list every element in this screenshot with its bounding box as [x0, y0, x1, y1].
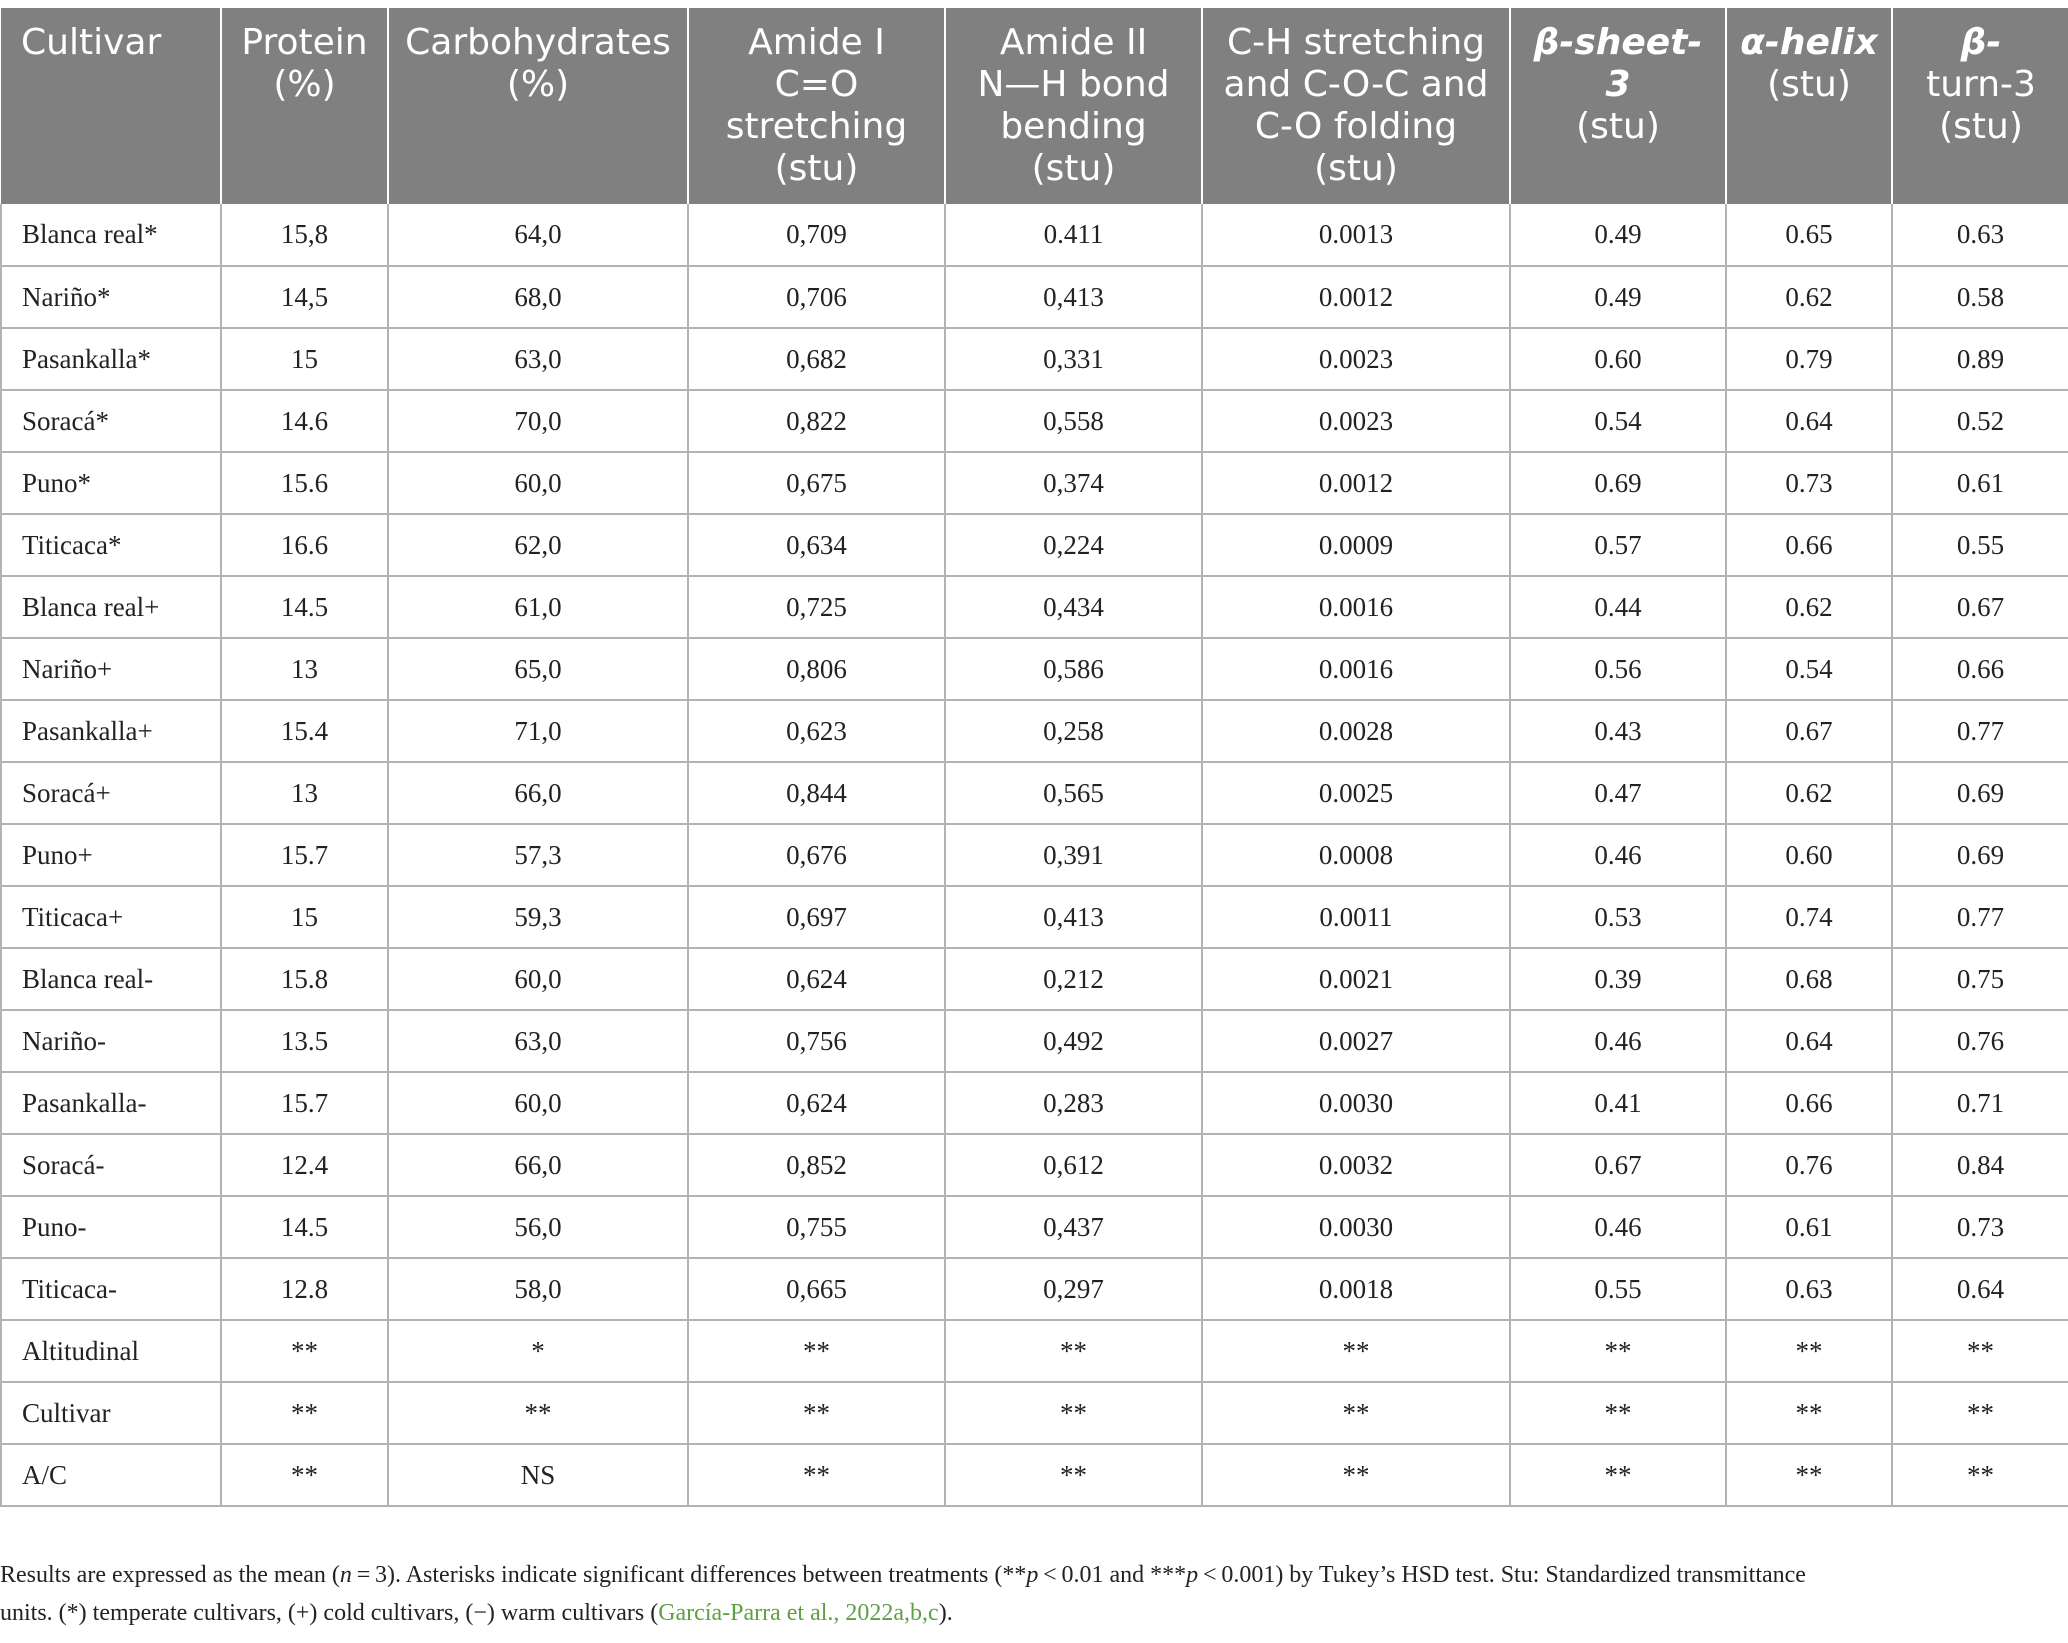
table-cell: 0.61 [1892, 452, 2068, 514]
table-cell: 0.62 [1726, 576, 1892, 638]
footnote-text: units. (*) temperate cultivars, (+) cold cultivars, (−) warm cultivars ( [0, 1600, 659, 1626]
table-cell: 13.5 [221, 1010, 388, 1072]
column-header-line: (%) [506, 64, 570, 105]
table-cell: 0,586 [945, 638, 1202, 700]
row-label-cell: Soracá* [1, 390, 221, 452]
table-cell: 59,3 [388, 886, 688, 948]
table-cell: 0.73 [1892, 1196, 2068, 1258]
table-row [1, 1072, 2068, 1134]
table-cell: 0.0009 [1202, 514, 1510, 576]
column-header-line: bending [1000, 106, 1147, 147]
table-cell: 60,0 [388, 1072, 688, 1134]
table-cell: 0.62 [1726, 266, 1892, 328]
table-cell: 0.65 [1726, 204, 1892, 266]
table-cell: 0,665 [688, 1258, 945, 1320]
table-cell: 15 [221, 886, 388, 948]
column-header-line: (stu) [1031, 148, 1116, 189]
table-cell: 13 [221, 762, 388, 824]
table-cell: 60,0 [388, 948, 688, 1010]
table-cell: 0.0008 [1202, 824, 1510, 886]
table-cell: 0.0012 [1202, 266, 1510, 328]
table-cell: 0,434 [945, 576, 1202, 638]
row-label-cell: Puno* [1, 452, 221, 514]
table-cell: ** [945, 1382, 1202, 1444]
table-cell: 0.76 [1892, 1010, 2068, 1072]
table-cell: 0,565 [945, 762, 1202, 824]
column-header-line: Protein [241, 22, 368, 63]
table-cell: 71,0 [388, 700, 688, 762]
row-label-cell: A/C [1, 1444, 221, 1506]
table-cell: 0.56 [1510, 638, 1726, 700]
table-cell: 15,8 [221, 204, 388, 266]
table-cell: ** [945, 1320, 1202, 1382]
table-row [1, 328, 2068, 390]
table-cell: ** [1510, 1382, 1726, 1444]
column-header-line: β-sheet-3 [1533, 22, 1703, 105]
table-cell: 0.49 [1510, 204, 1726, 266]
column-header-line: C=O [774, 64, 859, 105]
results-table-container [0, 8, 2068, 1507]
footnote-var-n: n [339, 1562, 352, 1588]
table-cell: 58,0 [388, 1258, 688, 1320]
table-cell: 63,0 [388, 328, 688, 390]
citation-link[interactable]: García-Parra et al., 2022a,b,c [658, 1600, 939, 1626]
table-cell: ** [1510, 1444, 1726, 1506]
column-header-line: (stu) [774, 148, 859, 189]
table-cell: 0.54 [1726, 638, 1892, 700]
footnote-var-p: p [1186, 1562, 1199, 1588]
table-body [1, 204, 2068, 1506]
table-cell: 0,224 [945, 514, 1202, 576]
table-cell: 0,709 [688, 204, 945, 266]
table-cell: 0.67 [1510, 1134, 1726, 1196]
table-cell: ** [1510, 1320, 1726, 1382]
row-label-cell: Pasankalla+ [1, 700, 221, 762]
table-cell: 13 [221, 638, 388, 700]
table-cell: 0.57 [1510, 514, 1726, 576]
table-cell: 0.76 [1726, 1134, 1892, 1196]
table-cell: ** [1892, 1382, 2068, 1444]
table-cell: ** [1202, 1444, 1510, 1506]
table-cell: 12.8 [221, 1258, 388, 1320]
table-cell: ** [221, 1444, 388, 1506]
table-cell: 0,806 [688, 638, 945, 700]
column-header-line: stretching [725, 106, 908, 147]
table-cell: 0.79 [1726, 328, 1892, 390]
table-row [1, 1134, 2068, 1196]
column-header [221, 8, 388, 204]
column-header-line: Amide I [748, 22, 885, 63]
table-row [1, 390, 2068, 452]
table-cell: 0,756 [688, 1010, 945, 1072]
column-header [1510, 8, 1726, 204]
table-cell: 0.0021 [1202, 948, 1510, 1010]
table-cell: 63,0 [388, 1010, 688, 1072]
table-row [1, 1196, 2068, 1258]
table-row [1, 638, 2068, 700]
column-header [388, 8, 688, 204]
table-cell: 0,391 [945, 824, 1202, 886]
table-cell: 0.60 [1726, 824, 1892, 886]
column-header-line: Carbohydrates [405, 22, 671, 63]
table-cell: 0.46 [1510, 824, 1726, 886]
row-label-cell: Blanca real+ [1, 576, 221, 638]
table-cell: 0.66 [1726, 514, 1892, 576]
table-cell: ** [1892, 1444, 2068, 1506]
column-header [1, 8, 221, 204]
column-header-line: (%) [273, 64, 336, 105]
table-cell: 0.0023 [1202, 390, 1510, 452]
table-cell: 0.44 [1510, 576, 1726, 638]
table-cell: 0.75 [1892, 948, 2068, 1010]
table-header [1, 8, 2068, 204]
table-cell: 0.49 [1510, 266, 1726, 328]
table-cell: 0.55 [1892, 514, 2068, 576]
table-cell: 0.0011 [1202, 886, 1510, 948]
table-cell: 15.7 [221, 824, 388, 886]
table-cell: 68,0 [388, 266, 688, 328]
column-header-line: β- [1960, 22, 2002, 63]
table-cell: 0.0030 [1202, 1072, 1510, 1134]
table-cell: 14.5 [221, 576, 388, 638]
table-cell: 0.53 [1510, 886, 1726, 948]
column-header [1892, 8, 2068, 204]
table-cell: 0,437 [945, 1196, 1202, 1258]
table-row [1, 1320, 2068, 1382]
table-cell: 0,706 [688, 266, 945, 328]
table-cell: 57,3 [388, 824, 688, 886]
table-cell: 0,374 [945, 452, 1202, 514]
table-cell: 0,697 [688, 886, 945, 948]
table-cell: 0.41 [1510, 1072, 1726, 1134]
column-header-line: C-H stretching [1226, 22, 1486, 63]
table-cell: 15.7 [221, 1072, 388, 1134]
column-header-line: (stu) [1576, 106, 1660, 147]
table-cell: 15.4 [221, 700, 388, 762]
table-cell: 0.77 [1892, 886, 2068, 948]
table-row [1, 1444, 2068, 1506]
table-cell: 0.64 [1726, 390, 1892, 452]
table-cell: 0.54 [1510, 390, 1726, 452]
table-cell: ** [221, 1382, 388, 1444]
table-footnote [0, 1556, 2060, 1632]
column-header-line: (stu) [1939, 106, 2023, 147]
row-label-cell: Pasankalla- [1, 1072, 221, 1134]
table-cell: 14,5 [221, 266, 388, 328]
column-header [688, 8, 945, 204]
table-cell: 0.71 [1892, 1072, 2068, 1134]
table-cell: 0.0030 [1202, 1196, 1510, 1258]
table-cell: 0,624 [688, 1072, 945, 1134]
table-cell: 0,612 [945, 1134, 1202, 1196]
table-cell: 0.66 [1892, 638, 2068, 700]
row-label-cell: Cultivar [1, 1382, 221, 1444]
table-cell: 0.0032 [1202, 1134, 1510, 1196]
table-cell: 66,0 [388, 1134, 688, 1196]
table-cell: 12.4 [221, 1134, 388, 1196]
table-cell: 64,0 [388, 204, 688, 266]
table-cell: 0.74 [1726, 886, 1892, 948]
table-cell: 14.6 [221, 390, 388, 452]
footnote-text: ). [938, 1600, 953, 1626]
table-cell: 0.69 [1510, 452, 1726, 514]
row-label-cell: Altitudinal [1, 1320, 221, 1382]
table-cell: 0,297 [945, 1258, 1202, 1320]
table-cell: 0.73 [1726, 452, 1892, 514]
footnote-text: Results are expressed as the mean ( [0, 1562, 340, 1588]
table-cell: 0.61 [1726, 1196, 1892, 1258]
table-cell: 14.5 [221, 1196, 388, 1258]
table-cell: ** [221, 1320, 388, 1382]
column-header-line: α-helix [1740, 22, 1878, 63]
row-label-cell: Blanca real- [1, 948, 221, 1010]
table-cell: 0.69 [1892, 762, 2068, 824]
table-cell: 0.62 [1726, 762, 1892, 824]
row-label-cell: Pasankalla* [1, 328, 221, 390]
table-cell: ** [688, 1320, 945, 1382]
table-cell: 0.55 [1510, 1258, 1726, 1320]
table-row [1, 576, 2068, 638]
column-header [1202, 8, 1510, 204]
table-cell: 0.68 [1726, 948, 1892, 1010]
column-header-line: C-O folding [1254, 106, 1458, 147]
column-header-line: (stu) [1767, 64, 1851, 105]
table-row [1, 452, 2068, 514]
column-header [945, 8, 1202, 204]
table-cell: 0.69 [1892, 824, 2068, 886]
table-cell: 0.84 [1892, 1134, 2068, 1196]
footnote-text: = 3). Asterisks indicate significant differences between treatments (** [351, 1562, 1027, 1588]
table-cell: 0.0016 [1202, 576, 1510, 638]
table-cell: 0,755 [688, 1196, 945, 1258]
table-cell: 0,212 [945, 948, 1202, 1010]
table-cell: 0.0016 [1202, 638, 1510, 700]
table-cell: 65,0 [388, 638, 688, 700]
table-cell: 0.0028 [1202, 700, 1510, 762]
table-row [1, 948, 2068, 1010]
table-cell: ** [1202, 1382, 1510, 1444]
table-cell: 61,0 [388, 576, 688, 638]
footnote-var-p: p [1026, 1562, 1039, 1588]
table-row [1, 762, 2068, 824]
table-cell: 15.6 [221, 452, 388, 514]
table-cell: 16.6 [221, 514, 388, 576]
table-cell: 0.60 [1510, 328, 1726, 390]
table-cell: ** [1892, 1320, 2068, 1382]
table-cell: 66,0 [388, 762, 688, 824]
row-label-cell: Puno+ [1, 824, 221, 886]
footnote-line-1 [0, 1556, 2060, 1594]
table-cell: 0,634 [688, 514, 945, 576]
table-cell: 0,822 [688, 390, 945, 452]
table-row [1, 700, 2068, 762]
table-row [1, 514, 2068, 576]
table-cell: 0.66 [1726, 1072, 1892, 1134]
table-cell: 0,852 [688, 1134, 945, 1196]
table-cell: 0,331 [945, 328, 1202, 390]
table-cell: 0.0025 [1202, 762, 1510, 824]
table-cell: 70,0 [388, 390, 688, 452]
table-cell: 15.8 [221, 948, 388, 1010]
row-label-cell: Titicaca+ [1, 886, 221, 948]
row-label-cell: Soracá- [1, 1134, 221, 1196]
results-table [0, 8, 2068, 1507]
table-cell: 0.67 [1892, 576, 2068, 638]
row-label-cell: Soracá+ [1, 762, 221, 824]
table-cell: ** [688, 1444, 945, 1506]
table-cell: 0.52 [1892, 390, 2068, 452]
row-label-cell: Titicaca* [1, 514, 221, 576]
footnote-text: < 0.001) by Tukey’s HSD test. Stu: Standardized transmittance [1198, 1562, 1806, 1588]
table-cell: 0.43 [1510, 700, 1726, 762]
table-cell: 0,676 [688, 824, 945, 886]
table-cell: 0,558 [945, 390, 1202, 452]
table-cell: 0.63 [1726, 1258, 1892, 1320]
table-cell: 0.64 [1726, 1010, 1892, 1072]
table-row [1, 1258, 2068, 1320]
table-cell: 0.46 [1510, 1010, 1726, 1072]
table-cell: 0,682 [688, 328, 945, 390]
table-cell: ** [1726, 1444, 1892, 1506]
table-cell: 0.89 [1892, 328, 2068, 390]
table-cell: ** [1726, 1320, 1892, 1382]
table-cell: 0,725 [688, 576, 945, 638]
row-label-cell: Puno- [1, 1196, 221, 1258]
table-cell: 0,492 [945, 1010, 1202, 1072]
column-header [1726, 8, 1892, 204]
table-cell: ** [945, 1444, 1202, 1506]
table-cell: 0,413 [945, 886, 1202, 948]
table-cell: 0.39 [1510, 948, 1726, 1010]
column-header-line: (stu) [1314, 148, 1398, 189]
table-cell: 0.58 [1892, 266, 2068, 328]
table-cell: 60,0 [388, 452, 688, 514]
table-cell: ** [688, 1382, 945, 1444]
table-cell: 0,624 [688, 948, 945, 1010]
table-row [1, 266, 2068, 328]
row-label-cell: Nariño- [1, 1010, 221, 1072]
table-cell: 0.411 [945, 204, 1202, 266]
column-header-line: Amide II [999, 22, 1148, 63]
table-cell: 62,0 [388, 514, 688, 576]
table-cell: 0.47 [1510, 762, 1726, 824]
table-cell: 0,413 [945, 266, 1202, 328]
table-cell: 56,0 [388, 1196, 688, 1258]
table-cell: 0.0018 [1202, 1258, 1510, 1320]
table-cell: ** [1726, 1382, 1892, 1444]
table-cell: 0,623 [688, 700, 945, 762]
table-cell: 0.63 [1892, 204, 2068, 266]
footnote-line-2 [0, 1594, 2060, 1632]
table-row [1, 1010, 2068, 1072]
table-cell: 0.67 [1726, 700, 1892, 762]
table-cell: 0.0023 [1202, 328, 1510, 390]
column-header-line: turn-3 [1926, 64, 2036, 105]
row-label-cell: Titicaca- [1, 1258, 221, 1320]
table-cell: 0.77 [1892, 700, 2068, 762]
table-row [1, 886, 2068, 948]
table-cell: 0.46 [1510, 1196, 1726, 1258]
row-label-cell: Blanca real* [1, 204, 221, 266]
row-label-cell: Nariño* [1, 266, 221, 328]
table-row [1, 824, 2068, 886]
column-header-line: and C-O-C and [1223, 64, 1489, 105]
table-cell: 15 [221, 328, 388, 390]
header-row [1, 8, 2068, 204]
table-cell: * [388, 1320, 688, 1382]
table-cell: ** [388, 1382, 688, 1444]
footnote-text: < 0.01 and *** [1038, 1562, 1187, 1588]
table-cell: 0.0012 [1202, 452, 1510, 514]
table-cell: NS [388, 1444, 688, 1506]
table-cell: 0,675 [688, 452, 945, 514]
table-row [1, 1382, 2068, 1444]
table-cell: 0,258 [945, 700, 1202, 762]
table-row [1, 204, 2068, 266]
table-cell: 0.64 [1892, 1258, 2068, 1320]
column-header-line: N—H bond [977, 64, 1170, 105]
table-cell: 0.0027 [1202, 1010, 1510, 1072]
table-cell: 0.0013 [1202, 204, 1510, 266]
table-cell: 0,844 [688, 762, 945, 824]
row-label-cell: Nariño+ [1, 638, 221, 700]
column-header-line: Cultivar [21, 22, 162, 63]
table-cell: 0,283 [945, 1072, 1202, 1134]
table-cell: ** [1202, 1320, 1510, 1382]
